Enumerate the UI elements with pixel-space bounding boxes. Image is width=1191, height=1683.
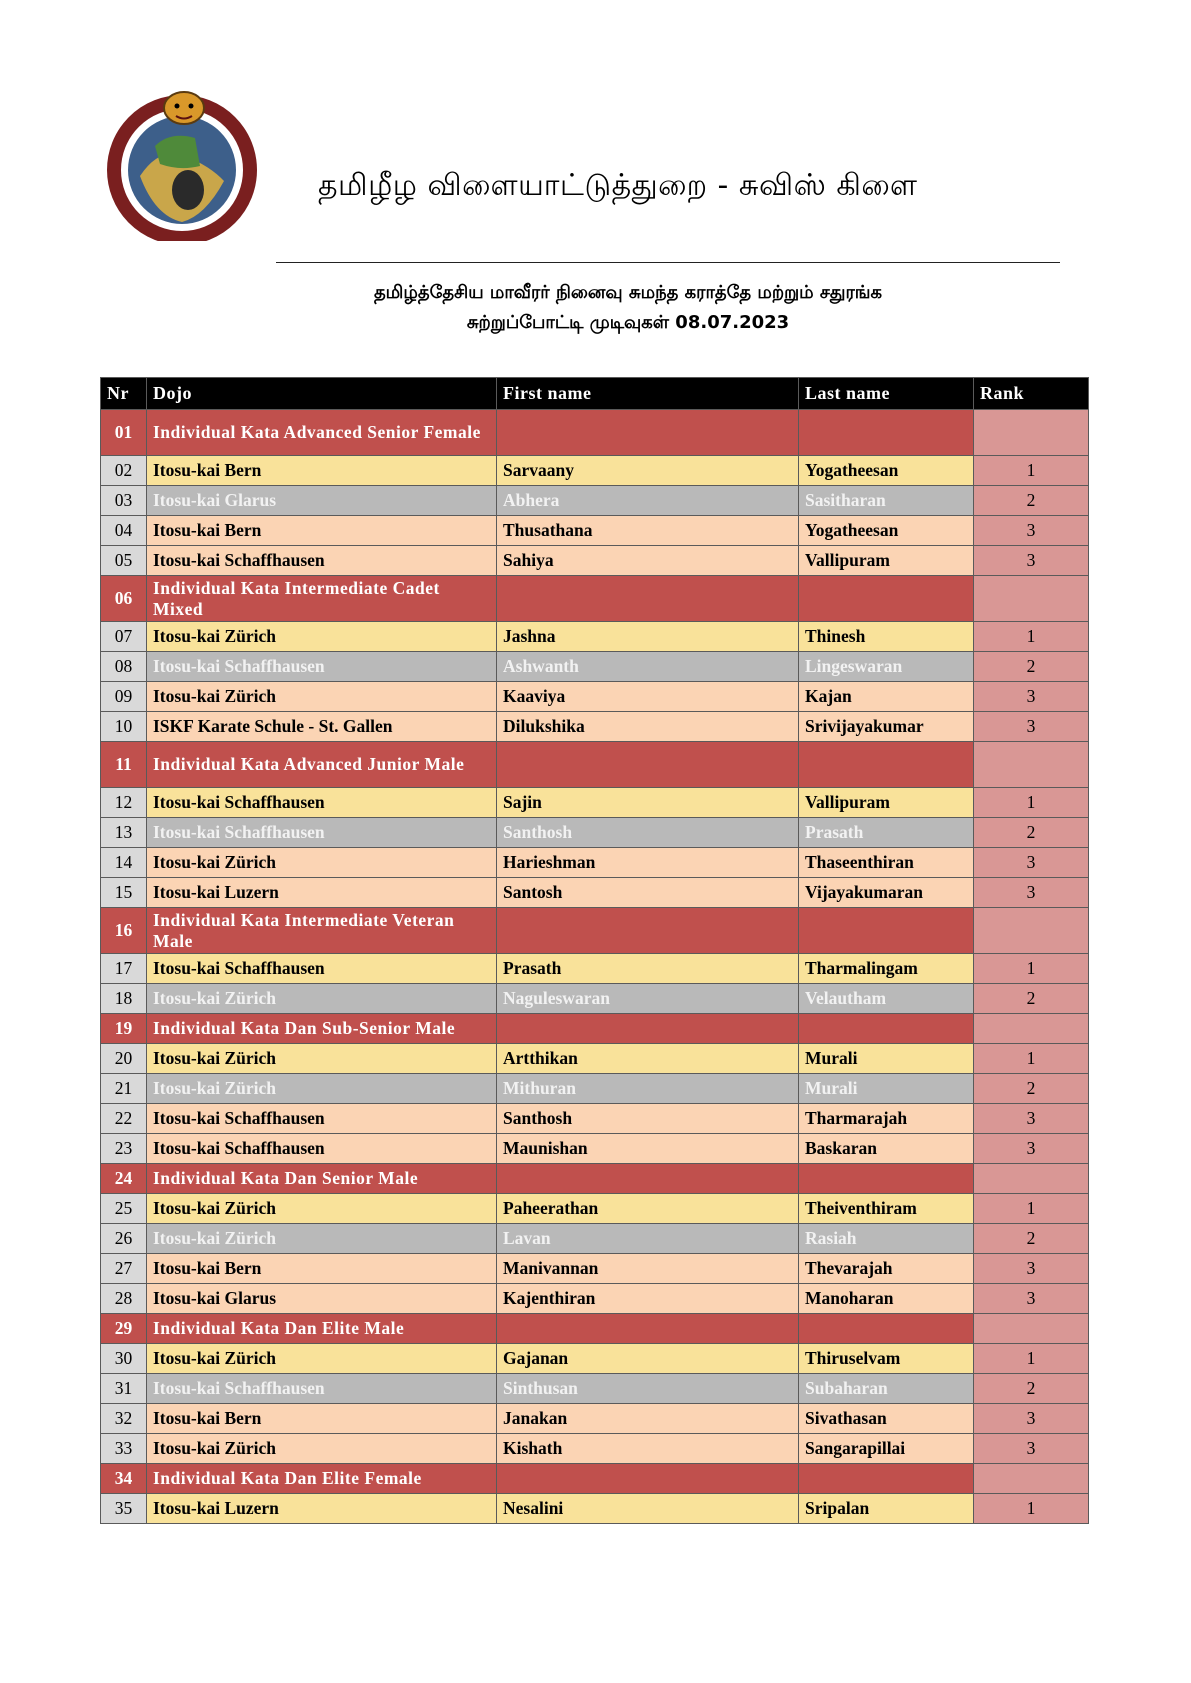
dojo-cell: Itosu-kai Glarus	[147, 1284, 497, 1314]
table-row	[101, 878, 1089, 908]
rank-cell: 2	[974, 984, 1089, 1014]
category-name: Individual Kata Dan Senior Male	[147, 1164, 497, 1194]
dojo-cell: Itosu-kai Schaffhausen	[147, 1374, 497, 1404]
row-number: 15	[101, 878, 147, 908]
row-number: 05	[101, 546, 147, 576]
category-row	[101, 742, 1089, 788]
last-name-cell: Srivijayakumar	[799, 712, 974, 742]
first-name-cell: Sahiya	[497, 546, 799, 576]
last-name-cell: Lingeswaran	[799, 652, 974, 682]
first-name-cell: Prasath	[497, 954, 799, 984]
row-number: 04	[101, 516, 147, 546]
category-name: Individual Kata Dan Elite Male	[147, 1314, 497, 1344]
row-number: 20	[101, 1044, 147, 1074]
rank-cell	[974, 1314, 1089, 1344]
row-number: 34	[101, 1464, 147, 1494]
rank-cell: 3	[974, 1284, 1089, 1314]
row-number: 01	[101, 410, 147, 456]
category-name: Individual Kata Intermediate Veteran Male	[147, 908, 497, 954]
dojo-cell: Itosu-kai Zürich	[147, 1434, 497, 1464]
first-name-cell: Nesalini	[497, 1494, 799, 1524]
table-row	[101, 516, 1089, 546]
last-name-cell: Yogatheesan	[799, 516, 974, 546]
row-number: 07	[101, 622, 147, 652]
column-header-rank: Rank	[974, 378, 1089, 410]
first-name-cell: Kajenthiran	[497, 1284, 799, 1314]
subtitle-line-2: சுற்றுப்போட்டி முடிவுகள் 08.07.2023	[466, 312, 790, 333]
row-number: 09	[101, 682, 147, 712]
dojo-cell: Itosu-kai Zürich	[147, 848, 497, 878]
last-name-cell: Thaseenthiran	[799, 848, 974, 878]
table-row	[101, 1494, 1089, 1524]
last-name-cell	[799, 576, 974, 622]
first-name-cell: Janakan	[497, 1404, 799, 1434]
first-name-cell: Abhera	[497, 486, 799, 516]
last-name-cell: Murali	[799, 1074, 974, 1104]
last-name-cell: Thinesh	[799, 622, 974, 652]
last-name-cell: Thevarajah	[799, 1254, 974, 1284]
rank-cell: 1	[974, 1194, 1089, 1224]
rank-cell	[974, 1164, 1089, 1194]
column-header-first-name: First name	[497, 378, 799, 410]
first-name-cell: Thusathana	[497, 516, 799, 546]
table-row	[101, 1134, 1089, 1164]
first-name-cell: Santosh	[497, 878, 799, 908]
table-row	[101, 1404, 1089, 1434]
first-name-cell: Sarvaany	[497, 456, 799, 486]
category-name: Individual Kata Dan Sub-Senior Male	[147, 1014, 497, 1044]
first-name-cell	[497, 1314, 799, 1344]
subtitle-line-1: தமிழ்த்தேசிய மாவீரர் நினைவு சுமந்த கராத்தே மற்றும் சதுரங்க	[373, 282, 883, 303]
dojo-cell: Itosu-kai Zürich	[147, 1344, 497, 1374]
rank-cell	[974, 742, 1089, 788]
rank-cell	[974, 1464, 1089, 1494]
first-name-cell: Manivannan	[497, 1254, 799, 1284]
rank-cell: 2	[974, 1224, 1089, 1254]
rank-cell: 1	[974, 456, 1089, 486]
table-row	[101, 1074, 1089, 1104]
category-row	[101, 576, 1089, 622]
dojo-cell: Itosu-kai Zürich	[147, 682, 497, 712]
first-name-cell	[497, 1464, 799, 1494]
row-number: 33	[101, 1434, 147, 1464]
column-header-nr: Nr	[101, 378, 147, 410]
row-number: 18	[101, 984, 147, 1014]
table-row	[101, 1194, 1089, 1224]
category-row	[101, 1014, 1089, 1044]
category-name: Individual Kata Dan Elite Female	[147, 1464, 497, 1494]
header-divider	[276, 262, 1060, 263]
organization-title: தமிழீழ விளையாட்டுத்துறை - சுவிஸ் கிளை	[318, 168, 918, 203]
table-row	[101, 486, 1089, 516]
category-name: Individual Kata Advanced Junior Male	[147, 742, 497, 788]
dojo-cell: Itosu-kai Zürich	[147, 1194, 497, 1224]
rank-cell	[974, 576, 1089, 622]
table-row	[101, 456, 1089, 486]
rank-cell: 3	[974, 1434, 1089, 1464]
row-number: 10	[101, 712, 147, 742]
row-number: 35	[101, 1494, 147, 1524]
first-name-cell	[497, 1014, 799, 1044]
last-name-cell: Murali	[799, 1044, 974, 1074]
table-row	[101, 1044, 1089, 1074]
last-name-cell: Manoharan	[799, 1284, 974, 1314]
last-name-cell: Sasitharan	[799, 486, 974, 516]
last-name-cell	[799, 1164, 974, 1194]
table-row	[101, 848, 1089, 878]
last-name-cell: Baskaran	[799, 1134, 974, 1164]
dojo-cell: Itosu-kai Bern	[147, 1254, 497, 1284]
rank-cell: 1	[974, 1044, 1089, 1074]
first-name-cell: Mithuran	[497, 1074, 799, 1104]
last-name-cell: Prasath	[799, 818, 974, 848]
table-row	[101, 788, 1089, 818]
dojo-cell: Itosu-kai Schaffhausen	[147, 652, 497, 682]
dojo-cell: Itosu-kai Schaffhausen	[147, 788, 497, 818]
row-number: 22	[101, 1104, 147, 1134]
first-name-cell: Naguleswaran	[497, 984, 799, 1014]
dojo-cell: Itosu-kai Zürich	[147, 984, 497, 1014]
dojo-cell: Itosu-kai Luzern	[147, 878, 497, 908]
category-row	[101, 1164, 1089, 1194]
rank-cell: 3	[974, 1134, 1089, 1164]
last-name-cell: Sripalan	[799, 1494, 974, 1524]
last-name-cell	[799, 410, 974, 456]
last-name-cell: Vallipuram	[799, 546, 974, 576]
results-table	[100, 377, 1089, 1524]
dojo-cell: Itosu-kai Schaffhausen	[147, 1104, 497, 1134]
rank-cell: 1	[974, 1494, 1089, 1524]
rank-cell: 3	[974, 1404, 1089, 1434]
first-name-cell	[497, 576, 799, 622]
last-name-cell	[799, 908, 974, 954]
row-number: 16	[101, 908, 147, 954]
last-name-cell: Subaharan	[799, 1374, 974, 1404]
rank-cell: 1	[974, 788, 1089, 818]
category-row	[101, 1464, 1089, 1494]
dojo-cell: ISKF Karate Schule - St. Gallen	[147, 712, 497, 742]
table-row	[101, 1224, 1089, 1254]
rank-cell: 3	[974, 546, 1089, 576]
first-name-cell: Santhosh	[497, 1104, 799, 1134]
row-number: 08	[101, 652, 147, 682]
emblem-logo	[100, 86, 265, 241]
last-name-cell	[799, 742, 974, 788]
row-number: 21	[101, 1074, 147, 1104]
rank-cell: 2	[974, 818, 1089, 848]
category-name: Individual Kata Intermediate Cadet Mixed	[147, 576, 497, 622]
table-row	[101, 1374, 1089, 1404]
last-name-cell	[799, 1014, 974, 1044]
dojo-cell: Itosu-kai Bern	[147, 1404, 497, 1434]
rank-cell: 3	[974, 682, 1089, 712]
first-name-cell	[497, 908, 799, 954]
last-name-cell: Kajan	[799, 682, 974, 712]
rank-cell	[974, 410, 1089, 456]
row-number: 03	[101, 486, 147, 516]
first-name-cell: Sajin	[497, 788, 799, 818]
dojo-cell: Itosu-kai Bern	[147, 516, 497, 546]
rank-cell: 3	[974, 878, 1089, 908]
row-number: 28	[101, 1284, 147, 1314]
dojo-cell: Itosu-kai Bern	[147, 456, 497, 486]
dojo-cell: Itosu-kai Glarus	[147, 486, 497, 516]
column-header-dojo: Dojo	[147, 378, 497, 410]
row-number: 13	[101, 818, 147, 848]
table-row	[101, 546, 1089, 576]
first-name-cell: Ashwanth	[497, 652, 799, 682]
first-name-cell: Kishath	[497, 1434, 799, 1464]
first-name-cell: Harieshman	[497, 848, 799, 878]
table-row	[101, 1434, 1089, 1464]
last-name-cell: Tharmalingam	[799, 954, 974, 984]
dojo-cell: Itosu-kai Zürich	[147, 1224, 497, 1254]
row-number: 30	[101, 1344, 147, 1374]
table-row	[101, 712, 1089, 742]
category-row	[101, 908, 1089, 954]
column-header-last-name: Last name	[799, 378, 974, 410]
first-name-cell: Jashna	[497, 622, 799, 652]
row-number: 02	[101, 456, 147, 486]
rank-cell: 2	[974, 1374, 1089, 1404]
last-name-cell: Velautham	[799, 984, 974, 1014]
first-name-cell	[497, 410, 799, 456]
rank-cell: 3	[974, 848, 1089, 878]
table-row	[101, 984, 1089, 1014]
first-name-cell	[497, 742, 799, 788]
dojo-cell: Itosu-kai Zürich	[147, 1074, 497, 1104]
last-name-cell: Vijayakumaran	[799, 878, 974, 908]
dojo-cell: Itosu-kai Schaffhausen	[147, 954, 497, 984]
row-number: 06	[101, 576, 147, 622]
row-number: 32	[101, 1404, 147, 1434]
row-number: 29	[101, 1314, 147, 1344]
row-number: 27	[101, 1254, 147, 1284]
last-name-cell	[799, 1314, 974, 1344]
table-row	[101, 682, 1089, 712]
first-name-cell: Maunishan	[497, 1134, 799, 1164]
table-row	[101, 1254, 1089, 1284]
last-name-cell	[799, 1464, 974, 1494]
rank-cell: 2	[974, 486, 1089, 516]
row-number: 23	[101, 1134, 147, 1164]
category-name: Individual Kata Advanced Senior Female	[147, 410, 497, 456]
first-name-cell: Gajanan	[497, 1344, 799, 1374]
rank-cell: 1	[974, 1344, 1089, 1374]
table-row	[101, 1104, 1089, 1134]
row-number: 12	[101, 788, 147, 818]
table-row	[101, 1344, 1089, 1374]
rank-cell	[974, 1014, 1089, 1044]
last-name-cell: Sivathasan	[799, 1404, 974, 1434]
last-name-cell: Theiventhiram	[799, 1194, 974, 1224]
table-row	[101, 954, 1089, 984]
row-number: 19	[101, 1014, 147, 1044]
dojo-cell: Itosu-kai Luzern	[147, 1494, 497, 1524]
rank-cell: 1	[974, 954, 1089, 984]
first-name-cell: Sinthusan	[497, 1374, 799, 1404]
last-name-cell: Thiruselvam	[799, 1344, 974, 1374]
rank-cell: 3	[974, 1104, 1089, 1134]
last-name-cell: Sangarapillai	[799, 1434, 974, 1464]
first-name-cell: Lavan	[497, 1224, 799, 1254]
row-number: 11	[101, 742, 147, 788]
row-number: 31	[101, 1374, 147, 1404]
row-number: 17	[101, 954, 147, 984]
row-number: 26	[101, 1224, 147, 1254]
dojo-cell: Itosu-kai Schaffhausen	[147, 1134, 497, 1164]
first-name-cell: Artthikan	[497, 1044, 799, 1074]
table-row	[101, 652, 1089, 682]
document-subtitle	[176, 278, 1080, 338]
last-name-cell: Vallipuram	[799, 788, 974, 818]
rank-cell: 2	[974, 652, 1089, 682]
row-number: 24	[101, 1164, 147, 1194]
table-header-row	[101, 378, 1089, 410]
category-row	[101, 1314, 1089, 1344]
first-name-cell	[497, 1164, 799, 1194]
dojo-cell: Itosu-kai Zürich	[147, 1044, 497, 1074]
row-number: 14	[101, 848, 147, 878]
table-row	[101, 622, 1089, 652]
rank-cell: 3	[974, 712, 1089, 742]
results-body	[101, 410, 1089, 1524]
category-row	[101, 410, 1089, 456]
rank-cell: 1	[974, 622, 1089, 652]
first-name-cell: Kaaviya	[497, 682, 799, 712]
table-row	[101, 1284, 1089, 1314]
first-name-cell: Dilukshika	[497, 712, 799, 742]
table-row	[101, 818, 1089, 848]
rank-cell	[974, 908, 1089, 954]
dojo-cell: Itosu-kai Zürich	[147, 622, 497, 652]
last-name-cell: Yogatheesan	[799, 456, 974, 486]
dojo-cell: Itosu-kai Schaffhausen	[147, 818, 497, 848]
rank-cell: 3	[974, 1254, 1089, 1284]
first-name-cell: Santhosh	[497, 818, 799, 848]
last-name-cell: Tharmarajah	[799, 1104, 974, 1134]
rank-cell: 2	[974, 1074, 1089, 1104]
rank-cell: 3	[974, 516, 1089, 546]
row-number: 25	[101, 1194, 147, 1224]
first-name-cell: Paheerathan	[497, 1194, 799, 1224]
dojo-cell: Itosu-kai Schaffhausen	[147, 546, 497, 576]
last-name-cell: Rasiah	[799, 1224, 974, 1254]
